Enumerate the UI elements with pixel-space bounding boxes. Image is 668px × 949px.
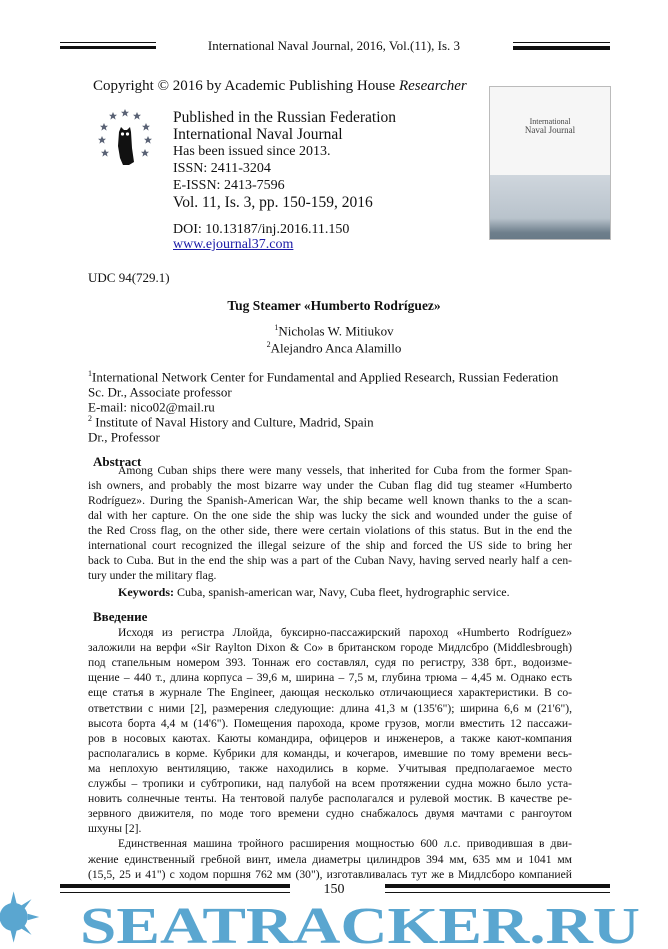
introduction-line: ма неплохую вентиляцию, также находились в корме. Учитывая предполагаемое место xyxy=(88,761,572,775)
abstract-heading: Abstract xyxy=(93,454,142,469)
published-in: Published in the Russian Federation xyxy=(173,109,397,126)
introduction-line: Исходя из регистра Ллойда, буксирно-пассажирский пароход «Humberto Rodríguez» xyxy=(118,626,572,639)
introduction-line: (15,5, 25 и 41") с ходом поршня 762 мм (30"), изготавливалась тут же в Мидлсборо компанией xyxy=(88,867,572,881)
affiliation-sup: 1 xyxy=(88,369,92,378)
introduction-line: жение единственный гребной винт, имела диаметры цилиндров 394 мм, 635 мм и 1041 мм xyxy=(88,852,572,866)
affiliation-text: Dr., Professor xyxy=(88,429,160,445)
volume-info: Vol. 11, Is. 3, pp. 150-159, 2016 xyxy=(173,194,373,211)
keywords-label: Keywords: xyxy=(118,585,174,599)
introduction-line: под стапельным номером 393. Тоннаж его составлял, судя по регистру, 338 брт., водоизме- xyxy=(88,656,572,670)
introduction-line: еще статья в журнале The Engineer, дающая несколько отличающиеся характеристики. В со- xyxy=(88,686,572,700)
footer-rule-right-thick xyxy=(385,884,610,888)
journal-website-link[interactable]: www.ejournal37.com xyxy=(173,237,294,252)
watermark-text: SEATRACKER.RU xyxy=(80,899,640,949)
watermark-logo xyxy=(80,899,640,949)
introduction-line: высота борта 4,4 м (14'6"). Помещения парохода, кроме грузов, могли вместить 12 пассажи- xyxy=(88,716,572,730)
abstract-line: ish owners, and probably the most bizarre way under the Cuban flag did tug steamer «Humberto xyxy=(88,479,572,492)
affiliation-text: International Network Center for Fundamental and Applied Research, Russian Federation xyxy=(92,369,559,385)
introduction-line: шхуны [2]. xyxy=(88,822,142,836)
introduction-line: щение – 440 т., длина корпуса – 39,6 м, ширина – 7,5 м, глубина трюма – 4,45 м. Однако есть xyxy=(88,671,572,685)
author-name: Nicholas W. Mitiukov xyxy=(278,323,394,339)
keywords xyxy=(118,585,510,600)
running-header: International Naval Journal, 2016, Vol.(11), Is. 3 xyxy=(207,38,461,53)
article-title: Tug Steamer «Humberto Rodríguez» xyxy=(227,298,441,313)
introduction-line: заложили на верфи «Sir Raylton Dixon & Co» в британском городе Мидлсбро (Middlesbrough) xyxy=(88,641,572,655)
introduction-line: Единственная машина тройного расширения мощностью 600 л.с. приводившая в дви- xyxy=(118,837,572,851)
cover-title-line-2: Naval Journal xyxy=(524,125,576,135)
affiliation-line xyxy=(88,369,558,385)
affiliation-line xyxy=(88,384,232,400)
cover-title-line-1: International xyxy=(529,117,571,126)
introduction-line: ров в носовых каютах. Каюты командира, офицеров и инженеров, а также кают-компания xyxy=(88,731,572,745)
introduction-line: располагались в корме. Кубрики для команды, и кочегаров, имевшие по тому времени весь- xyxy=(88,746,572,760)
journal-cover-image xyxy=(489,86,611,240)
abstract-line: Among Cuban ships there were many vessels, that inherited for Cuba from the former Span- xyxy=(118,464,572,477)
affiliation-line xyxy=(88,414,374,430)
keywords-list: Cuba, spanish-american war, Navy, Cuba fleet, hydrographic service. xyxy=(174,585,510,599)
copyright-line xyxy=(93,78,467,95)
affiliation-text: Institute of Naval History and Culture, Madrid, Spain xyxy=(92,414,374,430)
author-sup: 1 xyxy=(274,323,279,332)
cover-painting-ships xyxy=(490,175,610,240)
copyright-text: Copyright © 2016 by Academic Publishing House xyxy=(93,78,399,94)
affiliation-text: E-mail: nico02@mail.ru xyxy=(88,399,215,415)
abstract-line: international court recognized the illegal seizure of the ship and forced the US side to bring her xyxy=(88,539,572,552)
introduction-heading: Введение xyxy=(93,609,148,624)
page-number: 150 xyxy=(323,882,345,897)
abstract-line: the Red Cross flag, on the other side, there were certain violations of this status. But in the end the xyxy=(88,524,572,537)
abstract-line: tury under the military flag. xyxy=(88,569,217,582)
abstract-line: back to Cuba. But in the end the ship was a part of the Cuban Navy, having served nearly half a cen- xyxy=(88,554,572,567)
affiliation-text: Sc. Dr., Associate professor xyxy=(88,384,232,400)
publisher-logo-owl-icon xyxy=(96,108,154,168)
eissn: E-ISSN: 2413-7596 xyxy=(173,178,285,193)
issued-since: Has been issued since 2013. xyxy=(173,144,331,159)
author-1 xyxy=(0,323,668,339)
publisher-name: Researcher xyxy=(398,78,467,94)
header-rule-right-thick xyxy=(513,46,610,50)
header-rule-right-thin xyxy=(513,42,610,43)
author-2 xyxy=(0,340,668,356)
journal-name: International Naval Journal xyxy=(173,126,343,143)
doi: DOI: 10.13187/inj.2016.11.150 xyxy=(173,222,350,237)
introduction-line: новить солнечные тенты. На тентовой палубе располагался и рулевой мостик. В качестве ре- xyxy=(88,792,572,806)
abstract-line: Rodríguez». During the Spanish-American War, the ship became well known thanks to the a scan- xyxy=(88,494,572,507)
introduction-line: ответствии с ними [2], размерения следующие: длина 41,3 м (135'6"); ширина 6,6 м (21'6"), xyxy=(88,701,572,715)
author-sup: 2 xyxy=(266,340,271,349)
abstract-line: dal with her capture. On the one side the ship was lucky the sick and wounded under the guise of xyxy=(88,509,572,522)
introduction-line: зервного движителя, по моде того времени судно снабжалось двумя мачтами с рангоутом xyxy=(88,807,572,821)
introduction-line: службы – тропики и субтропики, над палубой на всем протяжении судна можно было уста- xyxy=(88,777,572,790)
affiliation-sup: 2 xyxy=(88,414,92,423)
author-name: Alejandro Anca Alamillo xyxy=(270,340,402,356)
affiliation-line xyxy=(88,429,160,445)
issn: ISSN: 2411-3204 xyxy=(173,161,271,176)
udc-code: UDC 94(729.1) xyxy=(88,270,170,285)
cover-title xyxy=(490,117,610,135)
footer-rule-right-thin xyxy=(385,892,610,893)
affiliation-line xyxy=(88,399,215,415)
